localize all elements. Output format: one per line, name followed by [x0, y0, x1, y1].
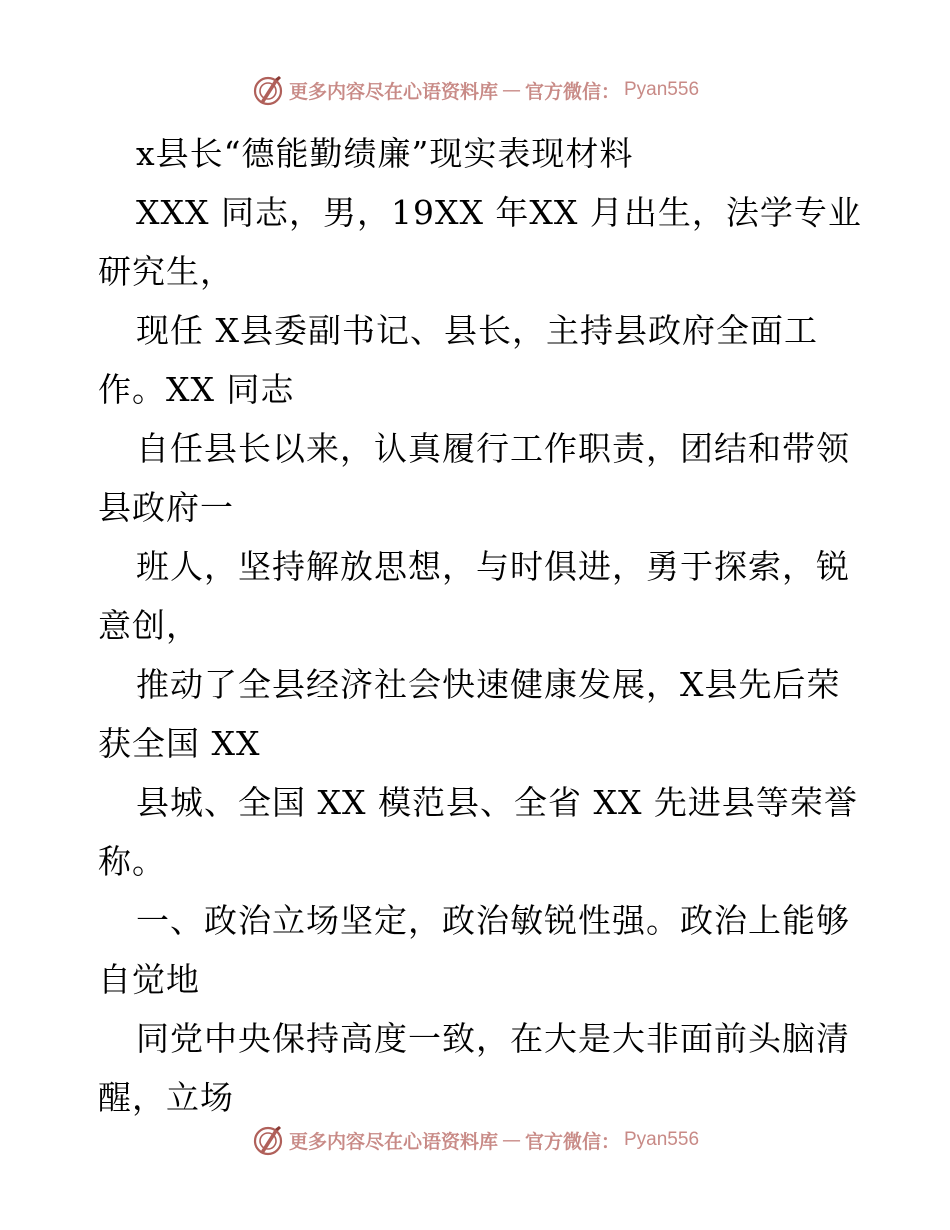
text-line: 意创， [98, 606, 200, 645]
document-title: x县长“德能勤绩廉”现实表现材料 [136, 134, 634, 173]
banner-separator: — [501, 79, 521, 101]
text-line: XXX 同志，男，19XX 年XX 月出生，法学专业 [136, 193, 862, 232]
text-line: 获全国 XX [98, 724, 261, 763]
banner-main-text: 更多内容尽在心语资料库 [288, 1130, 498, 1153]
footer-banner [0, 1120, 950, 1160]
document-body [98, 124, 862, 1127]
banner-separator: — [501, 1129, 521, 1151]
banner-wechat-id: Pyan556 [624, 79, 700, 100]
pen-logo-icon [251, 1123, 285, 1157]
text-line: 现任 X县委副书记、县长，主持县政府全面工 [136, 311, 818, 350]
banner-main-text: 更多内容尽在心语资料库 [288, 80, 498, 103]
banner-content [251, 73, 699, 107]
text-line: 醒，立场 [98, 1078, 234, 1117]
text-line: 称。 [98, 842, 166, 881]
text-line: 一、政治立场坚定，政治敏锐性强。政治上能够 [136, 901, 850, 940]
pen-logo-icon [251, 73, 285, 107]
text-line: 班人，坚持解放思想，与时俱进，勇于探索，锐 [136, 547, 850, 586]
text-line: 推动了全县经济社会快速健康发展，X县先后荣 [136, 665, 841, 704]
banner-wechat-id: Pyan556 [624, 1129, 700, 1150]
text-line: 县城、全国 XX 模范县、全省 XX 先进县等荣誉 [136, 783, 858, 822]
banner-wechat-label: 官方微信： [524, 1130, 620, 1153]
text-line: 自觉地 [98, 960, 200, 999]
banner-content [251, 1123, 699, 1157]
text-line: 研究生， [98, 252, 234, 291]
banner-wechat-label: 官方微信： [524, 80, 620, 103]
text-line: 县政府一 [98, 488, 234, 527]
text-line: 作。XX 同志 [98, 370, 295, 409]
text-line: 自任县长以来，认真履行工作职责，团结和带领 [136, 429, 850, 468]
text-line: 同党中央保持高度一致，在大是大非面前头脑清 [136, 1019, 850, 1058]
header-banner [0, 70, 950, 110]
